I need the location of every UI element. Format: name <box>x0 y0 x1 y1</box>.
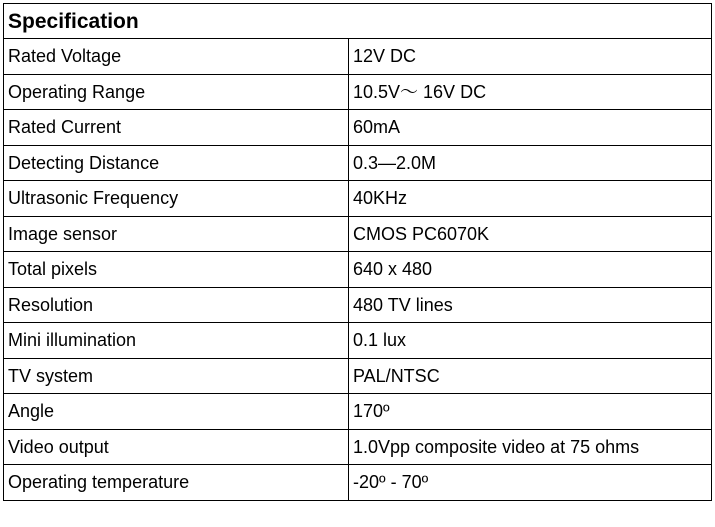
table-row <box>4 287 712 323</box>
spec-label: Image sensor <box>4 216 349 252</box>
table-row <box>4 358 712 394</box>
spec-label: Rated Voltage <box>4 39 349 75</box>
spec-label: Total pixels <box>4 252 349 288</box>
spec-value: 12V DC <box>349 39 712 75</box>
table-row <box>4 216 712 252</box>
table-row <box>4 394 712 430</box>
table-title: Specification <box>4 4 712 39</box>
spec-label: Operating temperature <box>4 465 349 501</box>
table-row <box>4 74 712 110</box>
table-row <box>4 39 712 75</box>
spec-label: Resolution <box>4 287 349 323</box>
table-row <box>4 323 712 359</box>
spec-value: 1.0Vpp composite video at 75 ohms <box>349 429 712 465</box>
spec-label: Mini illumination <box>4 323 349 359</box>
table-header-row <box>4 4 712 39</box>
spec-value: 40KHz <box>349 181 712 217</box>
specification-body <box>4 4 712 501</box>
table-row <box>4 252 712 288</box>
spec-label: Video output <box>4 429 349 465</box>
table-row <box>4 145 712 181</box>
table-row <box>4 110 712 146</box>
spec-value: CMOS PC6070K <box>349 216 712 252</box>
table-row <box>4 181 712 217</box>
spec-label: Angle <box>4 394 349 430</box>
spec-label: Ultrasonic Frequency <box>4 181 349 217</box>
spec-label: Rated Current <box>4 110 349 146</box>
table-row <box>4 465 712 501</box>
spec-value: 480 TV lines <box>349 287 712 323</box>
spec-label: Detecting Distance <box>4 145 349 181</box>
spec-label: TV system <box>4 358 349 394</box>
spec-value: 0.3—2.0M <box>349 145 712 181</box>
spec-value: PAL/NTSC <box>349 358 712 394</box>
specification-table <box>3 3 712 501</box>
spec-value: 640 x 480 <box>349 252 712 288</box>
spec-value: -20º - 70º <box>349 465 712 501</box>
spec-label: Operating Range <box>4 74 349 110</box>
spec-value: 60mA <box>349 110 712 146</box>
table-row <box>4 429 712 465</box>
spec-value: 10.5V～ 16V DC <box>349 74 712 110</box>
spec-value: 170º <box>349 394 712 430</box>
spec-value: 0.1 lux <box>349 323 712 359</box>
